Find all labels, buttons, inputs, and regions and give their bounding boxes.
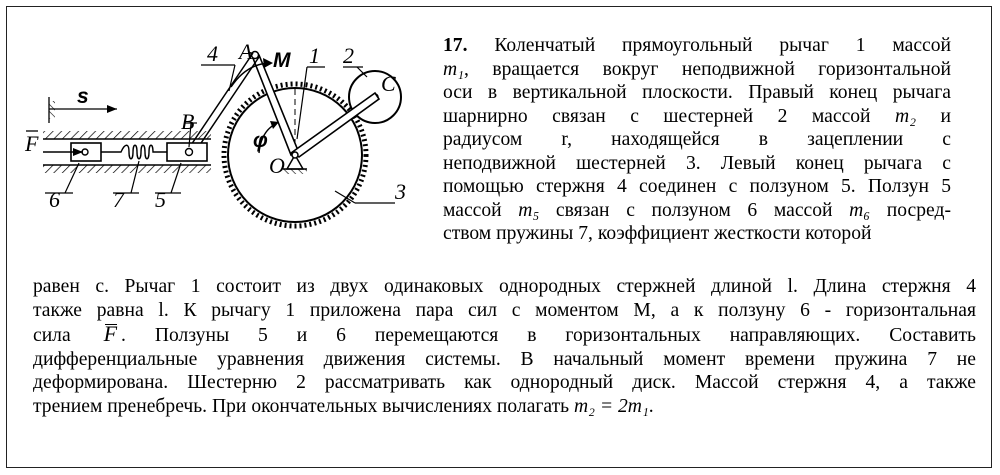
label-3: 3 [395, 179, 406, 204]
label-7: 7 [113, 187, 124, 212]
label-M: M [273, 49, 291, 72]
label-4: 4 [207, 41, 218, 66]
text-line: массой m₅ связан с ползуном 6 массой m₆ посред- [443, 199, 951, 221]
text-line: m₁, вращается вокруг неподвижной горизонтальной [443, 58, 951, 80]
label-phi: φ [253, 129, 268, 152]
text-line: шарнирно связан с шестерней 2 массой m₂ и [443, 105, 951, 127]
text-line: деформирована. Шестерню 2 рассматривать как однородный диск. Массой стержня 4, а также [33, 372, 976, 393]
label-2: 2 [343, 43, 354, 68]
text-line: 17. Коленчатый прямоугольный рычаг 1 массой [443, 35, 951, 56]
formula: m₂ = 2m₁ [574, 395, 649, 417]
slider-5 [167, 143, 207, 161]
label-O: O [269, 153, 285, 178]
text-line: дифференциальные уравнения движения системы. В начальный момент времени пружина 7 не [33, 348, 976, 370]
text-line: оси в вертикальной плоскости. Правый конец рычага [443, 82, 951, 103]
text-line: радиусом r, находящейся в зацеплении с [443, 129, 951, 150]
label-C: C [381, 71, 396, 96]
text-line: ством пружины 7, коэффициент жесткости которой [443, 223, 872, 244]
problem-text-right [443, 34, 951, 246]
label-6: 6 [49, 187, 60, 212]
label-B: B [181, 109, 195, 134]
label-1: 1 [309, 43, 320, 68]
text-line: помощью стержня 4 соединен с ползуном 5. Ползун 5 [443, 176, 951, 197]
label-A: A [239, 39, 253, 64]
problem-text-bottom [33, 275, 976, 418]
problem-frame [6, 6, 992, 468]
label-s: s [77, 85, 89, 108]
text-line: трением пренебречь. При окончательных вычислениях полагать m₂ = 2m₁. [33, 395, 654, 417]
mechanism-figure [21, 27, 425, 262]
text-line: сила F . Ползуны 5 и 6 перемещаются в горизонтальных направляющих. Составить [33, 321, 976, 346]
text-line: равен c. Рычаг 1 состоит из двух одинаковых однородных стержней длиной l. Длина стержня 4 [33, 276, 976, 297]
force-symbol: F [103, 321, 118, 346]
problem-number: 17. [443, 35, 468, 56]
text-line: неподвижной шестерней 3. Левый конец рычага с [443, 152, 951, 174]
label-5: 5 [155, 187, 166, 212]
spring-7 [101, 145, 167, 159]
text-line: также равна l. К рычагу 1 приложена пара сил с моментом M, а к ползуну 6 - горизонтальная [33, 299, 976, 321]
label-F: F [25, 131, 39, 156]
